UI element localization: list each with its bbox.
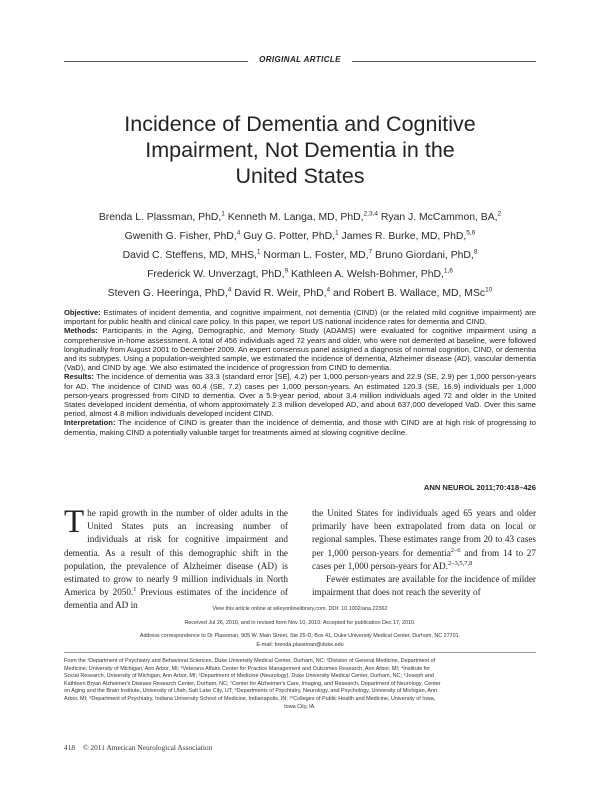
online-doi-note: View this article online at wileyonlinelibrary.com. DOI: 10.1002/ana.22362 (212, 606, 388, 612)
title-line-2: Impairment, Not Dementia in the (145, 138, 455, 162)
affiliation-sup: 1 (335, 229, 339, 237)
affiliation-sup: 7 (368, 248, 373, 256)
affiliation-line: Kathleen Bryan Alzheimer's Disease Research Center, Durham, NC; ⁷Center for Alzheimer's Care, Imaging, and Research, Department of Neurology, Center (64, 680, 441, 687)
affiliation-line: Social Research, University of Michigan, Ann Arbor, MI; ⁵Department of Medicine (Neurology), Duke University Medical Center, Durham, NC; ⁶Joseph and (64, 673, 434, 680)
author-name: Kathleen A. Welsh-Bohmer, PhD, (288, 269, 444, 280)
affiliation-sup: 5,6 (466, 229, 476, 237)
affiliation-sup: 4 (236, 229, 241, 237)
affiliation-sup: 2 (497, 210, 502, 218)
reference-sup: 2–3,5,7,8 (447, 559, 473, 567)
received-dates: Received Jul 26, 2010, and in revised form Nov 10, 2010. Accepted for publication Dec 17, 2010. (184, 620, 416, 626)
title-line-1: Incidence of Dementia and Cognitive (124, 112, 476, 136)
affiliation-line: Medicine, University of Michigan, Ann Arbor, MI; ³Veterans Affairs Center for Practice Management and Outcomes Research, Ann Arbor, MI; ⁴Institute for (64, 665, 431, 672)
affiliations-divider (64, 652, 536, 653)
affiliation-line: Iowa City, IA. (284, 703, 316, 710)
affiliation-sup: 1 (221, 210, 225, 218)
affiliation-line: Arbor, MI; ⁹Department of Psychiatry, Indiana University School of Medicine, Indianapolis, IN; ¹⁰Colleges of Public Health and Medicine, University of Iowa, (64, 695, 436, 702)
affiliation-line: From the ¹Department of Psychiatry and Behavioral Sciences, Duke University Medical Center, Durham, NC; ²Division of General Medicine, Department of (64, 658, 436, 664)
abstract-methods-label: Methods: (64, 326, 98, 336)
affiliation-sup: 10 (485, 286, 493, 294)
intro-text-end: Previous estimates of the incidence of dementia and AD in (64, 587, 288, 611)
abstract-interpretation-text: The incidence of CIND is greater than the incidence of dementia, and those with CIND are at high risk of progressing to dementia, making CIND a potentially valuable target for treatments aimed at slowing cognitive decline. (64, 418, 536, 437)
abstract-objective-text: Estimates of incident dementia, and cognitive impairment, not dementia (CIND) (or the related mild cognitive impairment) are important for public health and clinical care policy. In this paper, we report US national incidence rates for dementia and CIND. (64, 308, 536, 327)
author-name: Gwenith G. Fisher, PhD, (124, 231, 237, 242)
intro-paragraph-1-cont (312, 507, 536, 573)
author-name: James R. Burke, MD, PhD, (338, 231, 467, 242)
intro-paragraph-1 (64, 504, 288, 613)
author-list (40, 208, 560, 303)
header-rule-right (352, 61, 536, 62)
affiliation-sup: 4 (227, 286, 232, 294)
abstract-methods (64, 326, 536, 372)
abstract-objective-label: Objective: (64, 308, 101, 317)
author-line-4 (40, 265, 560, 284)
author-name: David R. Weir, PhD, (231, 288, 327, 299)
reference-sup: 2–6 (450, 546, 461, 554)
abstract-results-text: The incidence of dementia was 33.3 (standard error [SE], 4.2) per 1,000 person-years and 22.9 (SE, 2.9) per 1,000 person-years for AD. The incidence of CIND was 60.4 (SE, 7.2) cases per 1,000 person-years. An estimated 120.3 (SE, 16.9) individuals per 1,000 person-years progressed from CIND to dementia. Over a 5.9-year period, about 3.4 million individuals aged 72 and older in the United States developed incident dementia, of whom approximately 2.3 million developed AD, and about 637,000 developed VaD. Over this same period, almost 4.8 million individuals developed incident CIND. (64, 372, 536, 419)
abstract (64, 308, 536, 437)
author-name: Brenda L. Plassman, PhD, (98, 212, 222, 223)
author-name: Guy G. Potter, PhD, (240, 231, 336, 242)
title-line-3: United States (235, 164, 365, 188)
abstract-results (64, 372, 536, 418)
article-type-label: ORIGINAL ARTICLE (259, 55, 341, 64)
intro-text: the United States for individuals aged 65 years and older primarily have been extrapolated from data on local or regional samples. These estimates range from 20 to 43 cases per 1,000 person-years for dementia (312, 508, 536, 558)
affiliation-sup: 2,3,4 (363, 210, 378, 218)
abstract-interpretation (64, 418, 536, 436)
author-line-3 (40, 246, 560, 265)
affiliation-sup: 1,6 (443, 267, 453, 275)
affiliation-sup: 4 (326, 286, 331, 294)
author-name: Bruno Giordani, PhD, (372, 250, 474, 261)
author-name: Norman L. Foster, MD, (260, 250, 369, 261)
header-rule-left (64, 61, 248, 62)
journal-citation: ANN NEUROL 2011;70:418–426 (423, 483, 536, 492)
affiliation-line: on Aging and the Brain Institute, University of Utah, Salt Lake City, UT; ⁸Departments of Psychiatry, Neurology, and Psychology, University of Michigan, Ann (64, 688, 438, 695)
article-title (40, 111, 560, 189)
correspondence-address: Address correspondence to Dr Plassman, 905 W. Main Street, Ste 25-D, Box 41, Duke University Medical Center, Durham, NC 27701. (139, 633, 461, 639)
affiliations (64, 658, 536, 711)
author-line-2 (40, 227, 560, 246)
author-name: Frederick W. Unverzagt, PhD, (147, 269, 285, 280)
page-footer (64, 743, 212, 752)
copyright-notice: © 2011 American Neurological Association (82, 743, 213, 752)
author-name: Steven G. Heeringa, PhD, (107, 288, 228, 299)
correspondence-email: E-mail: brenda.plassman@duke.edu (256, 642, 344, 648)
abstract-results-label: Results: (64, 372, 94, 382)
abstract-objective (64, 308, 536, 326)
body-column-right (312, 507, 536, 599)
author-name: Kenneth M. Langa, MD, PhD, (224, 212, 364, 223)
abstract-interpretation-label: Interpretation: (64, 418, 116, 428)
affiliation-sup: 1 (256, 248, 261, 256)
drop-cap: T (64, 504, 85, 540)
intro-text: and from 14 to 27 cases per 1,000 person-years for AD. (312, 547, 536, 571)
author-name: David C. Steffens, MD, MHS, (122, 250, 257, 261)
author-name: Ryan J. McCammon, BA, (378, 212, 498, 223)
page-number: 418 (64, 743, 76, 752)
abstract-methods-text: Participants in the Aging, Demographic, and Memory Study (ADAMS) were evaluated for cognitive impairment using a comprehensive in-home assessment. A total of 456 individuals aged 72 years and older, who were not demented at baseline, were followed longitudinally from August 2001 to December 2009. An expert consensus panel assigned a diagnosis of normal cognition, CIND, or dementia and its subtypes. Using a population-weighted sample, we estimated the incidence of dementia, Alzheimer disease (AD), vascular dementia (VaD), and CIND by age. We also estimated the incidence of progression from CIND to dementia. (64, 326, 536, 373)
author-line-1 (40, 208, 560, 227)
affiliation-sup: 8 (473, 248, 478, 256)
author-name: and Robert B. Wallace, MD, MSc (330, 288, 486, 299)
body-column-left (64, 504, 288, 613)
affiliation-sup: 9 (284, 267, 289, 275)
reference-sup: 1 (133, 586, 137, 594)
intro-paragraph-2: Fewer estimates are available for the incidence of milder impairment that does not reach the severity of (312, 574, 536, 598)
author-line-5 (40, 284, 560, 303)
intro-text: he rapid growth in the number of older adults in the United States puts an increasing number of individuals at risk for cognitive impairment and dementia. As a result of this demographic shift in the population, the prevalence of Alzheimer disease (AD) is estimated to grow to nearly 9 million individuals in North America by 2050. (64, 508, 288, 598)
